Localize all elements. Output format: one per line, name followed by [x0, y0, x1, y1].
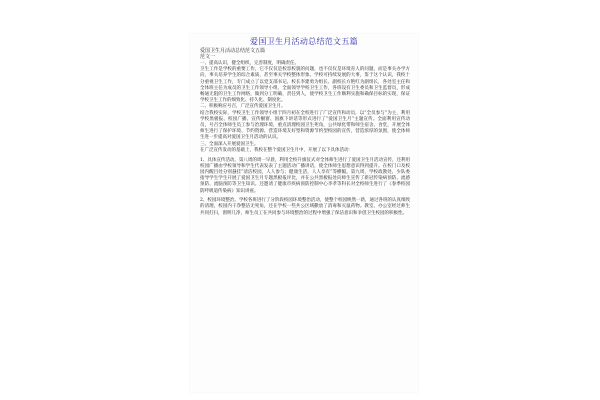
heading-3: 三、全面深入开展爱国卫生。 — [200, 141, 259, 147]
paragraph-4: 1、具体宣传活动。第八周的周一早晨，利用全校升旗仪式对全体师生进行了爱国卫生月活动宣传，还利用校园广播由学校领导和学生代表发表了主题活动广播讲话，使全体师生思想意识得到提升。在校门口及校园内醒目处分别悬挂“清洁校园，人人参与；健康生活，人人享有”等横幅。第九周，学校政教处、少队委指导学生学生开展了爱国卫生月专题黑板报评比，并在公共黑板报处向师生宣传了新冠传染病预防、流感预防、流脑预防等卫生知识。还邀请了健康市疾病预防控制中心李孝等科长对全校师生进行了《春季校园防呼吸道传染病》知识讲座。 — [200, 157, 410, 194]
document-subtitle — [200, 48, 410, 61]
paragraph-1: 卫生工作是学校的重要工作，它不仅仅是校容校貌的问题，也不仅仅是环境育人的问题，而是事关办学方向，事关培养学生的综合素质，甚至事关学校整体形象。学校可持续发展的大事，鉴于这个认识，我校十分重视卫生工作，专门成立了以党支部书记、校长李建勇为组长、副校长方艳红为副组长，各处室主任和全体班主任为成员的卫生工作领导小组，全面领导学校卫生工作，各班设有卫生委员和卫生监督员，形成畅通无阻的卫生工作网络，做到分工明确，责任到人，使学校卫生工作顺利实施和确保目标的实现，保证学校卫生工作的细致化、持久化、制度化。 — [200, 67, 410, 104]
heading-1: 一、提高认识，健全组织，完善制度，明确责任。 — [200, 61, 299, 66]
paragraph-5: 2、校园环境整治。学校各班进行了分阶段校园环境整治活动，使整个校园焕然一新，通过各班的认真细致的清理，校园内干净整洁无死角，还在学校一些共公区域撒放了消毒和灭鼠药物。教室、办公室经过师生共同打扫，窗明几净，师生员工在共同参与环境整治的过程中增强了保洁意识和争创卫生校园的积极性。 — [200, 198, 410, 216]
paragraph-2: 结合我校实际，学校卫生工作领导小组于四月初在全校进行了广泛宣传和动员，以“全员参与”为主，利用学校黑板报、校园广播、宣传橱窗、国旗下讲话等形式进行了“爱国卫生月”主题宣传。全面利用宣传动员，号召全体师生员工参与治理环境，重点清理校园卫生死角，公共绿化带和师生宿舍、食堂，开展全体师生进行了保护环境、节约资源、营造环境友好型和资源节约型校园的宣传，营造浓厚的氛围，使全体师生进一步提高对爱国卫生月活动的认识。 — [200, 110, 410, 141]
document-title: 爱国卫生月活动总结范文五篇 — [250, 37, 358, 46]
paragraph-3: 在广泛宣传发动的基础上，我校在整个爱国卫生月中，开展了以下具体活动： — [200, 147, 353, 153]
heading-2: 二、积极响应号召，广泛宣传爱国卫生月。 — [200, 104, 286, 110]
document-body — [200, 61, 410, 217]
section-label: 范文一 — [200, 54, 216, 61]
subtitle-line: 爱国卫生月活动总结范文五篇 — [200, 48, 266, 54]
document-page — [190, 34, 418, 392]
